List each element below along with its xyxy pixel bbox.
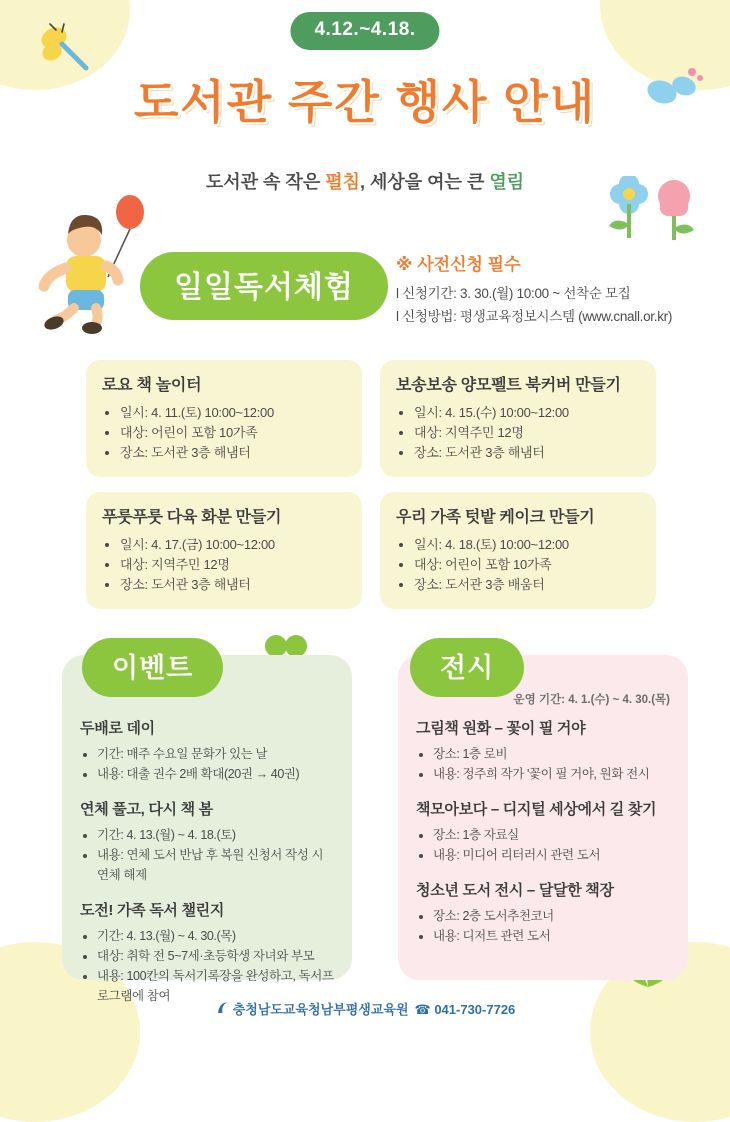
experience-card [380, 360, 656, 477]
exhibit-detail-item: • 장소: 1층 자료실 [433, 825, 670, 845]
event-detail-list [80, 744, 334, 784]
event-detail-item: • 기간: 4. 13.(월) ~ 4. 18.(토) [97, 825, 334, 845]
subtitle-part-2: , 세상을 여는 큰 [360, 172, 490, 192]
card-detail-list [396, 403, 640, 463]
event-block-title: 도전! 가족 독서 챌린지 [80, 902, 225, 919]
event-block [80, 899, 334, 1006]
event-detail-item: • 기간: 매주 수요일 문화가 있는 날 [97, 744, 334, 764]
footer [0, 999, 730, 1018]
exhibit-panel [398, 655, 688, 980]
card-title: 푸룻푸룻 다육 화분 만들기 [102, 509, 282, 526]
exhibit-detail-item: • 내용: 미디어 리터러시 관련 도서 [433, 845, 670, 865]
exhibit-block [416, 717, 670, 784]
card-detail-item: • 대상: 지역주민 12명 [120, 555, 346, 575]
organization-name: 충청남도교육청남부평생교육원 [232, 1002, 409, 1017]
exhibit-block [416, 879, 670, 946]
exhibit-period-text: 운영 기간: 4. 1.(수) ~ 4. 30.(목) [513, 694, 670, 706]
exhibit-detail-item: • 장소: 1층 로비 [433, 744, 670, 764]
card-detail-list [102, 403, 346, 463]
exhibit-detail-list [416, 744, 670, 784]
date-badge: 4.12.~4.18. [290, 12, 439, 50]
organization-phone: ☎ 041-730-7726 [414, 1002, 516, 1017]
notice-line: l 신청방법: 평생교육정보시스템 (www.cnall.or.kr) [396, 309, 673, 324]
card-title: 보송보송 양모펠트 북커버 만들기 [396, 377, 621, 394]
event-block-title: 두배로 데이 [80, 720, 155, 737]
event-detail-item: • 내용: 100칸의 독서기록장을 완성하고, 독서프로그램에 참여 [97, 966, 334, 1006]
card-detail-list [396, 535, 640, 595]
page-subtitle [0, 168, 730, 194]
event-detail-list [80, 926, 334, 1006]
notice-line: l 신청기간: 3. 30.(월) 10:00 ~ 선착순 모집 [396, 286, 631, 301]
organization-logo-icon [215, 1001, 230, 1016]
event-detail-item: • 내용: 대출 권수 2배 확대(20권 → 40권) [97, 764, 334, 784]
event-block [80, 798, 334, 885]
card-detail-item: • 장소: 도서관 3층 해냄터 [414, 443, 640, 463]
experience-card [380, 492, 656, 609]
subtitle-highlight-1: 펼침 [325, 172, 360, 192]
card-detail-item: • 대상: 어린이 포함 10가족 [120, 423, 346, 443]
event-detail-item: • 대상: 취학 전 5~7세·초등학생 자녀와 부모 [97, 946, 334, 966]
event-panel-content [80, 717, 334, 1020]
event-detail-item: • 기간: 4. 13.(월) ~ 4. 30.(목) [97, 926, 334, 946]
exhibit-block-title: 그림책 원화 – 꽃이 필 거야 [416, 720, 586, 737]
exhibit-detail-item: • 내용: 정주희 작가 '꽃이 필 거야, 원화 전시 [433, 764, 670, 784]
card-title: 로요 책 놀이터 [102, 377, 202, 394]
card-detail-item: • 장소: 도서관 3층 해냄터 [120, 575, 346, 595]
event-detail-item: • 내용: 연체 도서 반납 후 복원 신청서 작성 시 연체 해제 [97, 845, 334, 885]
card-detail-item: • 장소: 도서관 3층 배움터 [414, 575, 640, 595]
exhibit-detail-list [416, 825, 670, 865]
exhibit-panel-content [416, 717, 670, 960]
event-block [80, 717, 334, 784]
card-detail-item: • 일시: 4. 15.(수) 10:00~12:00 [414, 403, 640, 423]
card-detail-item: • 장소: 도서관 3층 해냄터 [120, 443, 346, 463]
section-tag-exhibit: 전시 [410, 638, 524, 697]
card-detail-item: • 일시: 4. 11.(토) 10:00~12:00 [120, 403, 346, 423]
page-title: 도서관 주간 행사 안내 [133, 76, 597, 128]
notice-title: ※ 사전신청 필수 [396, 255, 521, 274]
card-detail-item: • 일시: 4. 17.(금) 10:00~12:00 [120, 535, 346, 555]
event-detail-list [80, 825, 334, 885]
subtitle-part-1: 도서관 속 작은 [205, 172, 326, 192]
exhibit-block-title: 책모아보다 – 디지털 세상에서 길 찾기 [416, 801, 657, 818]
card-title: 우리 가족 텃밭 케이크 만들기 [396, 509, 595, 526]
card-detail-item: • 일시: 4. 18.(토) 10:00~12:00 [414, 535, 640, 555]
experience-card [86, 360, 362, 477]
card-detail-item: • 대상: 지역주민 12명 [414, 423, 640, 443]
event-panel [62, 655, 352, 1003]
experience-card [86, 492, 362, 609]
card-detail-item: • 대상: 어린이 포함 10가족 [414, 555, 640, 575]
subtitle-highlight-2: 열림 [489, 172, 525, 192]
exhibit-block-title: 청소년 도서 전시 – 달달한 책장 [416, 882, 614, 899]
exhibit-detail-item: • 장소: 2층 도서추천코너 [433, 906, 670, 926]
section-tag-experience: 일일독서체험 [140, 252, 388, 320]
event-block-title: 연체 풀고, 다시 책 봄 [80, 801, 213, 818]
card-detail-list [102, 535, 346, 595]
exhibit-detail-item: • 내용: 디저트 관련 도서 [433, 926, 670, 946]
preregistration-notice [396, 250, 716, 328]
exhibit-block [416, 798, 670, 865]
child-with-balloon-illustration [22, 192, 157, 337]
exhibit-detail-list [416, 906, 670, 946]
section-tag-event: 이벤트 [82, 638, 223, 697]
